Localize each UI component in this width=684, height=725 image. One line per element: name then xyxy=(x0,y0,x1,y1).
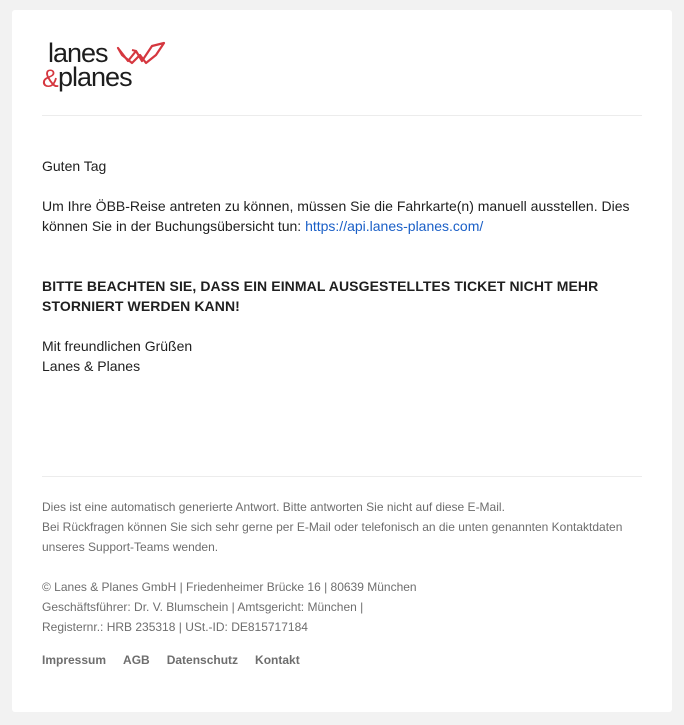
closing-line: Mit freundlichen Grüßen xyxy=(42,338,193,354)
logo-word-planes: planes xyxy=(58,62,132,92)
company-directors: Geschäftsführer: Dr. V. Blumschein | Amtsgericht: München | xyxy=(42,600,364,614)
company-info xyxy=(42,577,642,637)
support-contact-notice: Bei Rückfragen können Sie sich sehr gerne per E-Mail oder telefonisch an die unten genannten Kontaktdaten unseres Support-Teams wenden. xyxy=(42,520,623,554)
company-address: © Lanes & Planes GmbH | Friedenheimer Brücke 16 | 80639 München xyxy=(42,580,417,594)
greeting: Guten Tag xyxy=(42,158,107,174)
logo-word-lanes: lanes xyxy=(48,38,108,68)
impressum-link[interactable]: Impressum xyxy=(42,653,107,667)
email-card xyxy=(12,10,672,712)
footer-links xyxy=(42,653,317,667)
instruction-text: Um Ihre ÖBB-Reise antreten zu können, müssen Sie die Fahrkarte(n) manuell ausstellen. Dies können Sie in der Buchungsübersicht tun: xyxy=(42,198,630,234)
datenschutz-link[interactable]: Datenschutz xyxy=(166,653,239,667)
instruction-paragraph xyxy=(42,196,642,236)
cancellation-warning: BITTE BEACHTEN SIE, DASS EIN EINMAL AUSGESTELLTES TICKET NICHT MEHR STORNIERT WERDEN KANN! xyxy=(42,278,599,314)
footer-notice xyxy=(42,497,642,557)
agb-link[interactable]: AGB xyxy=(123,653,150,667)
kontakt-link[interactable]: Kontakt xyxy=(255,653,300,667)
brand-logo[interactable] xyxy=(42,38,172,94)
signature: Lanes & Planes xyxy=(42,358,141,374)
email-body xyxy=(42,156,642,376)
footer-divider xyxy=(42,476,642,477)
booking-overview-link[interactable]: https://api.lanes-planes.com/ xyxy=(305,218,484,234)
header-divider xyxy=(42,115,642,116)
company-register: Registernr.: HRB 235318 | USt.-ID: DE815717184 xyxy=(42,620,308,634)
wings-logo-icon xyxy=(116,41,166,67)
auto-reply-notice: Dies ist eine automatisch generierte Antwort. Bitte antworten Sie nicht auf diese E-Mail. xyxy=(42,500,505,514)
logo-ampersand: & xyxy=(42,65,59,93)
